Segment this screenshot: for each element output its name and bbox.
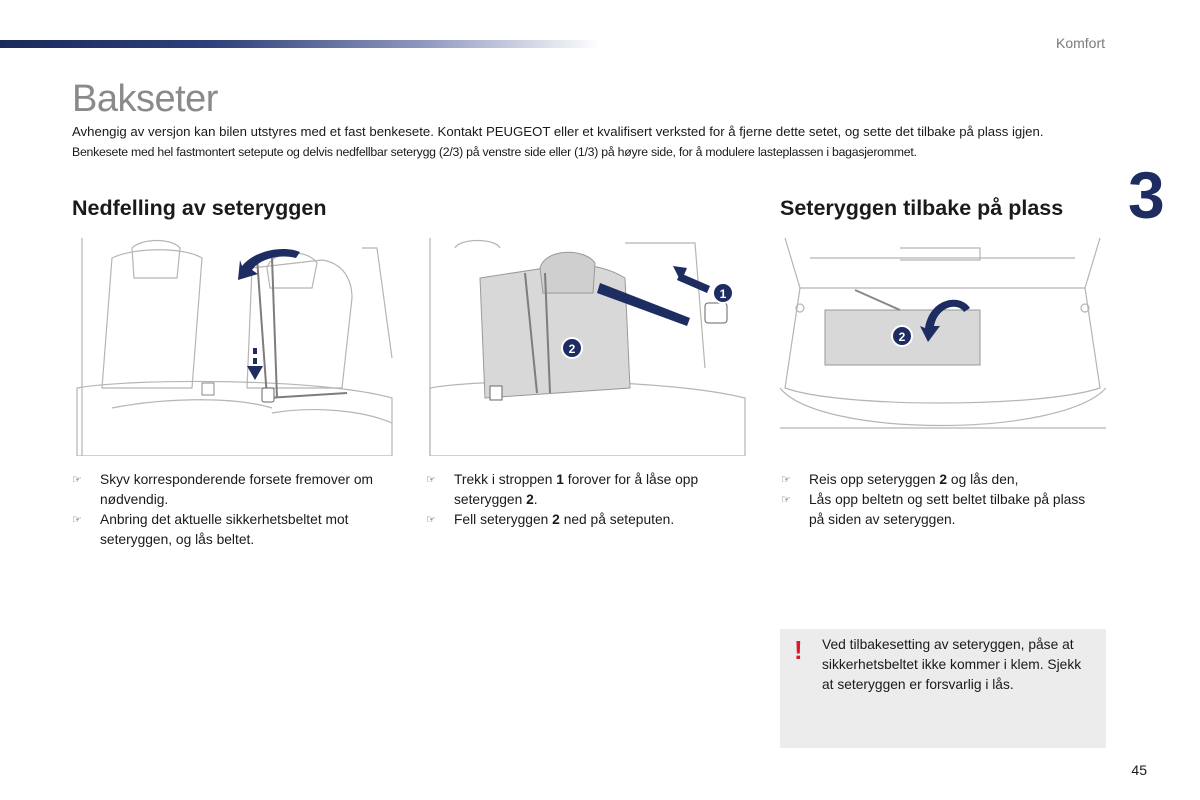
page-title: Bakseter <box>72 78 218 120</box>
warning-icon: ! <box>794 635 803 665</box>
callout-2-label: 2 <box>898 330 906 344</box>
list-item: ☞ Anbring det aktuelle sikkerhetsbeltet mot seteryggen, og lås beltet. <box>72 512 349 547</box>
hand-pointer-icon: ☞ <box>781 474 791 486</box>
intro-text <box>72 122 1112 162</box>
illustration-seat-belt <box>72 238 398 456</box>
pull-strap-drawing <box>425 238 751 456</box>
steps-col-3 <box>781 470 1101 530</box>
list-item: ☞ Skyv korresponderende forsete fremover om nødvendig. <box>72 472 373 507</box>
down-arrow-icon <box>247 348 263 380</box>
hand-pointer-icon: ☞ <box>426 474 436 486</box>
illustration-trunk <box>780 238 1106 456</box>
callout-2-label: 2 <box>568 342 576 356</box>
heading-fold-backrest: Nedfelling av seteryggen <box>72 196 327 220</box>
intro-paragraph-small: Benkesete med hel fastmontert setepute og delvis nedfellbar seterygg (2/3) på venstre side eller (1/3) på høyre side, for å modulere lasteplassen i bagasjerommet. <box>72 145 917 159</box>
strap-handle <box>705 303 727 323</box>
callout-1-label: 1 <box>719 287 727 301</box>
steps-col-1 <box>72 470 392 550</box>
list-item: ☞ Trekk i stroppen 1 forover for å låse opp seteryggen 2. <box>426 472 699 507</box>
hand-pointer-icon: ☞ <box>72 474 82 486</box>
pull-arrow-icon <box>673 266 710 293</box>
hand-pointer-icon: ☞ <box>426 514 436 526</box>
chapter-number: 3 <box>1128 158 1165 232</box>
warning-text: Ved tilbakesetting av seteryggen, påse at sikkerhetsbeltet ikke kommer i klem. Sjekk at seteryggen er forsvarlig i lås. <box>822 637 1082 692</box>
seat-belt-drawing <box>72 238 398 456</box>
trunk-drawing <box>780 238 1106 456</box>
seat-latch <box>202 383 214 395</box>
header-gradient-bar <box>0 40 600 48</box>
heading-return-backrest: Seteryggen tilbake på plass <box>780 196 1064 220</box>
belt-buckle <box>262 388 274 402</box>
list-item: ☞ Reis opp seteryggen 2 og lås den, <box>781 470 1101 490</box>
intro-paragraph: Avhengig av versjon kan bilen utstyres med et fast benkesete. Kontakt PEUGEOT eller et kvalifisert verksted for å fjerne dette setet, og sette det tilbake på plass igjen. <box>72 124 1044 139</box>
section-label: Komfort <box>1055 35 1105 51</box>
warning-note <box>780 629 1106 748</box>
list-item: ☞ Fell seteryggen 2 ned på seteputen. <box>426 510 746 530</box>
hand-pointer-icon: ☞ <box>72 514 82 526</box>
steps-col-2 <box>426 470 746 530</box>
illustration-pull-strap <box>425 238 751 456</box>
list-item: ☞ Lås opp beltetn og sett beltet tilbake på plass på siden av seteryggen. <box>781 492 1086 527</box>
hand-pointer-icon: ☞ <box>781 494 791 506</box>
page-number: 45 <box>1131 762 1147 778</box>
